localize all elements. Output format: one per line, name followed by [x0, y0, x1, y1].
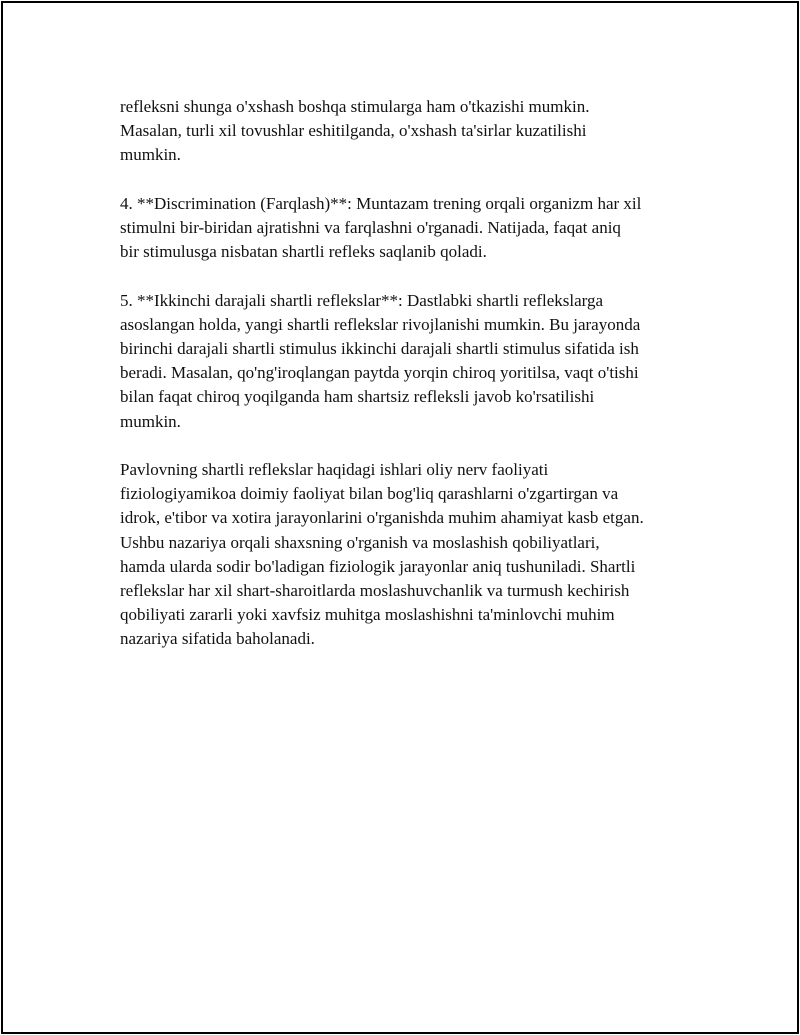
- paragraph-second-order-reflexes: 5. **Ikkinchi darajali shartli reflekslar**: Dastlabki shartli reflekslarga asoslangan holda, yangi shartli reflekslar rivojlanishi mumkin. Bu jarayonda birinchi darajali shartli stimulus ikkinchi darajali shartli stimulus sifatida ish beradi. Masalan, qo'ng'iroqlangan paytda yorqin chiroq yoritilsa, vaqt o'tishi bilan faqat chiroq yoqilganda ham shartsiz refleksli javob ko'rsatilishi mumkin.: [120, 290, 641, 431]
- paragraph-discrimination: 4. **Discrimination (Farqlash)**: Muntazam trening orqali organizm har xil stimulni bir-biridan ajratishni va farqlashni o'rganadi. Natijada, faqat aniq bir stimulusga nisbatan shartli refleks saqlanib qoladi.: [120, 193, 642, 262]
- paragraph-generalization-continued: refleksni shunga o'xshash boshqa stimularga ham o'tkazishi mumkin. Masalan, turli xil tovushlar eshitilganda, o'xshash ta'sirlar kuzatilishi mumkin.: [120, 97, 590, 165]
- document-page: [1, 1, 799, 1034]
- document-body: [120, 95, 695, 676]
- paragraph-conclusion: Pavlovning shartli reflekslar haqidagi ishlari oliy nerv faoliyati fiziologiyamikoa doimiy faoliyat bilan bog'liq qarashlarni o'zgartirgan va idrok, e'tibor va xotira jarayonlarini o'rganishda muhim ahamiyat kasb etgan. Ushbu nazariya orqali shaxsning o'rganish va moslashish qobiliyatlari, hamda ularda sodir bo'ladigan fiziologik jarayonlar aniq tushuniladi. Shartli reflekslar har xil shart-sharoitlarda moslashuvchanlik va turmush kechirish qobiliyati zararli yoki xavfsiz muhitga moslashishni ta'minlovchi muhim nazariya sifatida baholanadi.: [120, 460, 644, 649]
